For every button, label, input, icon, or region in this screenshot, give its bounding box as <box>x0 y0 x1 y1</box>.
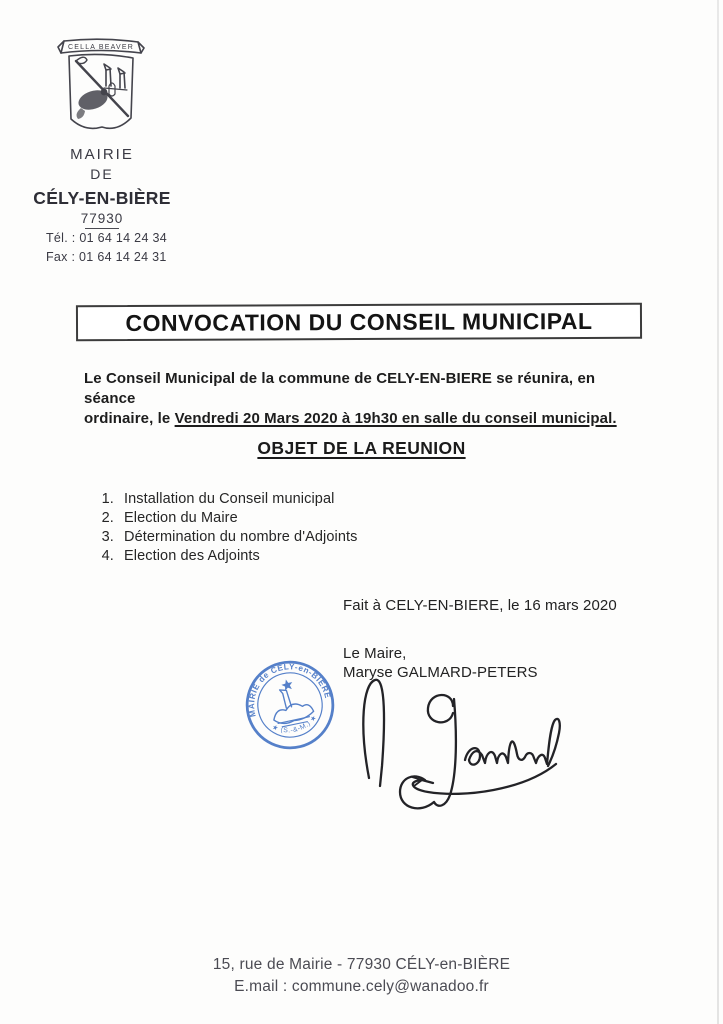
place-and-date: Fait à CELY-EN-BIERE, le 16 mars 2020 <box>343 597 617 614</box>
section-heading-wrap <box>0 438 723 459</box>
letterhead-town-name: CÉLY-EN-BIÈRE <box>33 187 171 208</box>
mairie-round-stamp <box>245 660 335 750</box>
letterhead-contacts <box>46 229 167 267</box>
document-title-box <box>76 303 642 341</box>
town-crest-icon <box>54 34 148 142</box>
signatory-name: Maryse GALMARD-PETERS <box>343 663 538 681</box>
footer-address: 15, rue de Mairie - 77930 CÉLY-en-BIÈRE <box>212 956 511 973</box>
svg-text:★ (S.-&-M.) ★ <box>269 712 321 739</box>
meeting-datetime-underlined: Vendredi 20 Mars 2020 à 19h30 en salle du conseil municipal. <box>174 409 617 427</box>
letterhead-tel: Tél. : 01 64 14 24 34 <box>46 231 167 245</box>
crest-banner-text: CELLA BEAVER <box>67 44 135 51</box>
letterhead-fax: Fax : 01 64 14 24 31 <box>46 249 167 264</box>
letterhead-org-line2: DE <box>90 165 114 182</box>
agenda-item: 1. Installation du Conseil municipal <box>118 490 357 509</box>
scan-edge-artifact <box>717 0 719 1024</box>
document-title: CONVOCATION DU CONSEIL MUNICIPAL <box>125 307 593 336</box>
intro-paragraph <box>84 369 646 429</box>
letterhead-org-line1: MAIRIE <box>70 146 134 163</box>
agenda-item: 4. Election des Adjoints <box>118 547 357 566</box>
intro-line2-prefix: ordinaire, le <box>84 409 175 427</box>
section-heading: OBJET DE LA REUNION <box>257 438 466 458</box>
agenda-item: 2. Election du Maire <box>118 509 357 528</box>
agenda-item: 3. Détermination du nombre d'Adjoints <box>118 528 357 547</box>
signatory-title: Le Maire, <box>343 645 407 662</box>
footer-email: E.mail : commune.cely@wanadoo.fr <box>234 978 489 996</box>
stamp-bottom-text: ★ (S.-&-M.) ★ <box>270 713 319 735</box>
footer <box>0 954 723 999</box>
signature-handwriting <box>348 668 595 810</box>
agenda-list <box>84 490 357 567</box>
letterhead <box>18 146 186 229</box>
intro-line1: Le Conseil Municipal de la commune de CELY-EN-BIERE se réunira, en séance <box>84 370 596 407</box>
letterhead-postal-code: 77930 <box>80 210 124 226</box>
stamp-top-text: MAIRIE de CÉLY-en-BIÈRE <box>247 662 333 718</box>
